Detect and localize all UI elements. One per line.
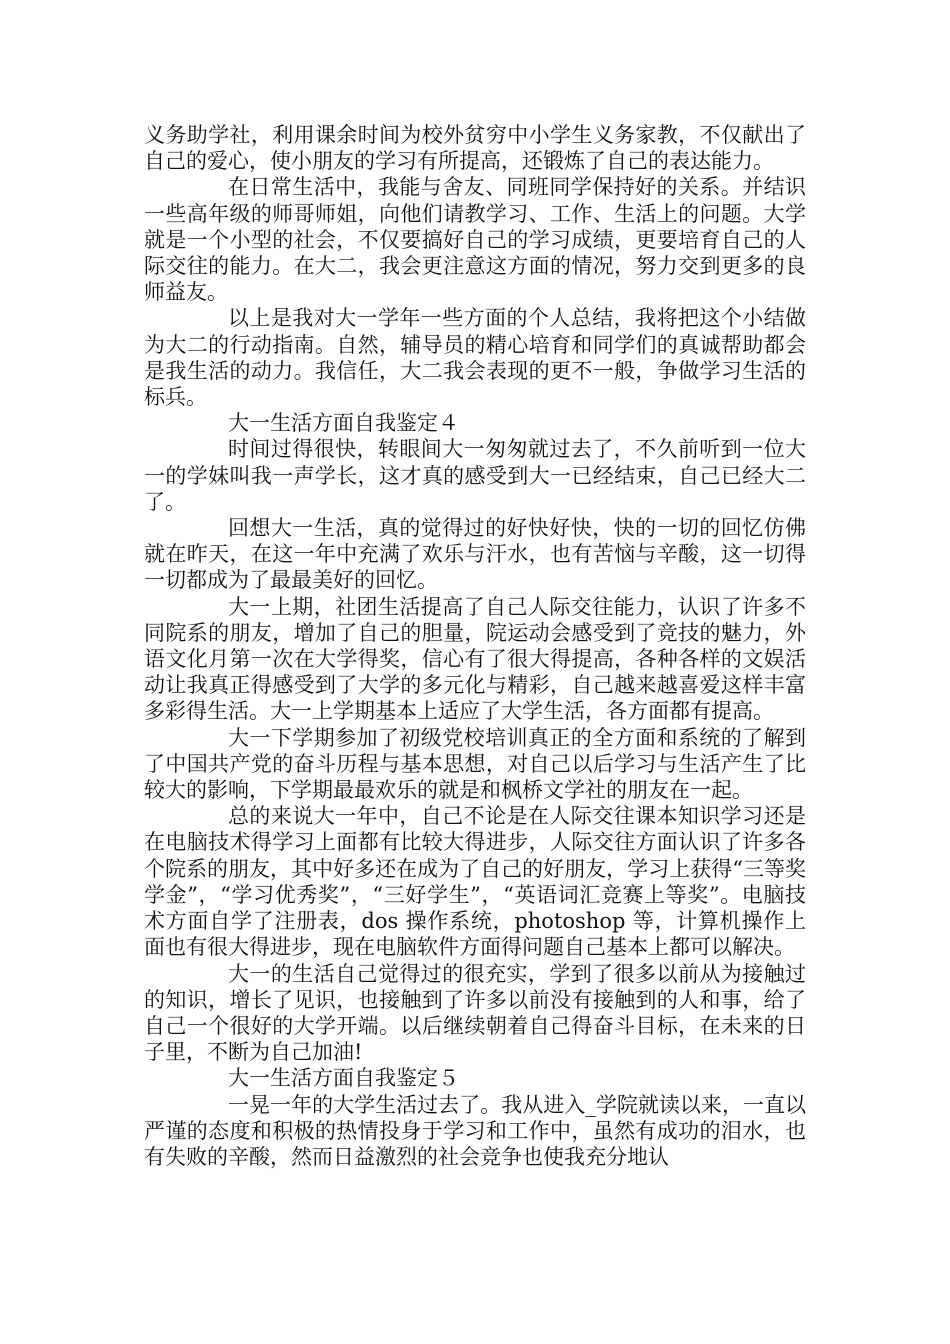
section-heading-4: 大一生活方面自我鉴定４: [228, 411, 459, 436]
paragraph-continuation: 义务助学社，利用课余时间为校外贫穷中小学生义务家教，不仅献出了自己的爱心，使小朋友的学习有所提高，还锻炼了自己的表达能力。: [144, 123, 806, 174]
paragraph-recall: 回想大一生活，真的觉得过的好快好快，快的一切的回忆仿佛就在昨天，在这一年中充满了欢乐与汗水，也有苦恼与辛酸，这一切得一切都成为了最最美好的回忆。: [144, 516, 806, 593]
paragraph-overall: 总的来说大一年中，自己不论是在人际交往课本知识学习还是在电脑技术得学习上面都有比较大得进步，人际交往方面认识了许多各个院系的朋友，其中好多还在成为了自己的好朋友，学习上获得“三等奖学金”，“学习优秀奖”，“三好学生”，“英语词汇竞赛上等奖”。电脑技术方面自学了注册表，dos 操作系统，photoshop 等，计算机操作上面也有很大得进步，现在电脑软件方面得问题自己基本上都可以解决。: [144, 804, 806, 960]
paragraph-first-term: 大一上期，社团生活提高了自己人际交往能力，认识了许多不同院系的朋友，增加了自己的胆量，院运动会感受到了竞技的魅力，外语文化月第一次在大学得奖，信心有了很大得提高，各种各样的文娱活动让我真正得感受到了大学的多元化与精彩，自己越来越喜爱这样丰富多彩得生活。大一上学期基本上适应了大学生活，各方面都有提高。: [144, 594, 806, 724]
paragraph-second-term: 大一下学期参加了初级党校培训真正的全方面和系统的了解到了中国共产党的奋斗历程与基本思想，对自己以后学习与生活产生了比较大的影响，下学期最最欢乐的就是和枫桥文学社的朋友在一起。: [144, 725, 806, 803]
paragraph-summary-3: 以上是我对大一学年一些方面的个人总结，我将把这个小结做为大二的行动指南。自然，辅导员的精心培育和同学们的真诚帮助都会是我生活的动力。我信任，大二我会表现的更不一般，争做学习生活的标兵。: [144, 306, 806, 410]
section-heading-5: 大一生活方面自我鉴定５: [228, 1066, 459, 1091]
paragraph-one-year: 一晃一年的大学生活过去了。我从进入_学院就读以来，一直以严谨的态度和积极的热情投身于学习和工作中，虽然有成功的泪水，也有失败的辛酸，然而日益激烈的社会竞争也使我充分地认: [144, 1092, 806, 1169]
document-page: [144, 122, 806, 1170]
paragraph-fulfilling: 大一的生活自己觉得过的很充实，学到了很多以前从为接触过的知识，增长了见识，也接触到了许多以前没有接触到的人和事，给了自己一个很好的大学开端。以后继续朝着自己得奋斗目标，在未来的日子里，不断为自己加油!: [144, 961, 806, 1065]
paragraph-social-life: 在日常生活中，我能与舍友、同班同学保持好的关系。并结识一些高年级的师哥师姐，向他们请教学习、工作、生活上的问题。大学就是一个小型的社会，不仅要搞好自己的学习成绩，更要培育自己的人际交往的能力。在大二，我会更注意这方面的情况，努力交到更多的良师益友。: [144, 175, 806, 305]
paragraph-time-passes: 时间过得很快，转眼间大一匆匆就过去了，不久前听到一位大一的学妹叫我一声学长，这才真的感受到大一已经结束，自己已经大二了。: [144, 437, 806, 514]
